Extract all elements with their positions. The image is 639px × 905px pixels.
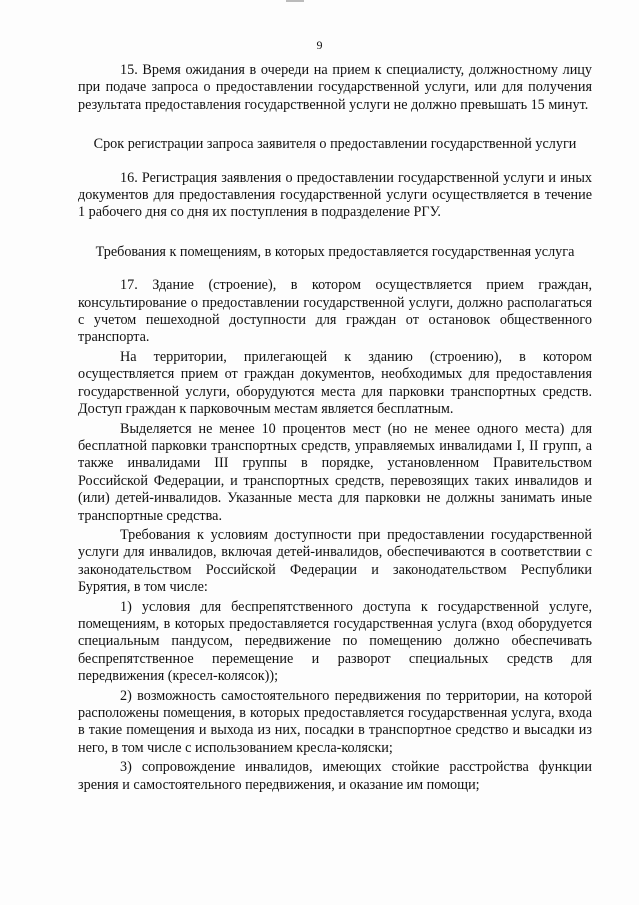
paragraph-16: 16. Регистрация заявления о предоставлении государственной услуги и иных документов для предоставления государственной услуги осуществляется в течение 1 рабочего дня со дня их поступления в подразделение РГУ. — [78, 169, 592, 221]
list-item-3: 3) сопровождение инвалидов, имеющих стойкие расстройства функции зрения и самостоятельного передвижения, и оказание им помощи; — [78, 759, 592, 793]
paragraph-17-requirements: Требования к условиям доступности при предоставлении государственной услуги для инвалидов, включая детей-инвалидов, обеспечиваются в соответствии с законодательством Российской Федерации и законодательством Республики Бурятия, в том числе: — [78, 526, 592, 596]
section-heading-premises: Требования к помещениям, в которых предоставляется государственная услуга — [95, 243, 575, 260]
paragraph-17-parking: Выделяется не менее 10 процентов мест (но не менее одного места) для бесплатной парковки транспортных средств, управляемых инвалидами I, II групп, а также инвалидами III группы в порядке, установленном Правительством Российской Федерации, и транспортных средств, перевозящих таких инвалидов и (или) детей-инвалидов. Указанные места для парковки не должны занимать иные транспортные средства. — [78, 420, 592, 524]
scan-artifact — [286, 0, 304, 2]
paragraph-17: 17. Здание (строение), в котором осуществляется прием граждан, консультирование о предоставлении государственной услуги, должно располагаться с учетом пешеходной доступности для граждан от остановок общественного транспорта. — [78, 277, 592, 346]
list-item-2: 2) возможность самостоятельного передвижения по территории, на которой расположены помещения, в которых предоставляется государственная услуга, входа в такие помещения и выхода из них, посадки в транспортное средство и высадки из него, в том числе с использованием кресла-коляски; — [78, 687, 592, 756]
document-body — [78, 62, 592, 794]
paragraph-15: 15. Время ожидания в очереди на прием к специалисту, должностному лицу при подаче запроса о предоставлении государственной услуги, или для получения результата предоставления государственной услуги не должно превышать 15 минут. — [78, 62, 592, 113]
paragraph-17-territory: На территории, прилегающей к зданию (строению), в котором осуществляется прием от граждан документов, необходимых для предоставления государственной услуги, оборудуются места для парковки транспортных средств. Доступ граждан к парковочным местам является бесплатным. — [78, 348, 592, 418]
page-number: 9 — [316, 38, 323, 52]
list-item-1: 1) условия для беспрепятственного доступа к государственной услуге, помещениям, в которых предоставляется государственная услуга (вход оборудуется специальным пандусом, передвижение по помещению должно обеспечивать беспрепятственное перемещение и разворот специальных средств для передвижения (кресел-колясок)); — [78, 598, 592, 685]
section-heading-registration: Срок регистрации запроса заявителя о предоставлении государственной услуги — [93, 136, 577, 153]
